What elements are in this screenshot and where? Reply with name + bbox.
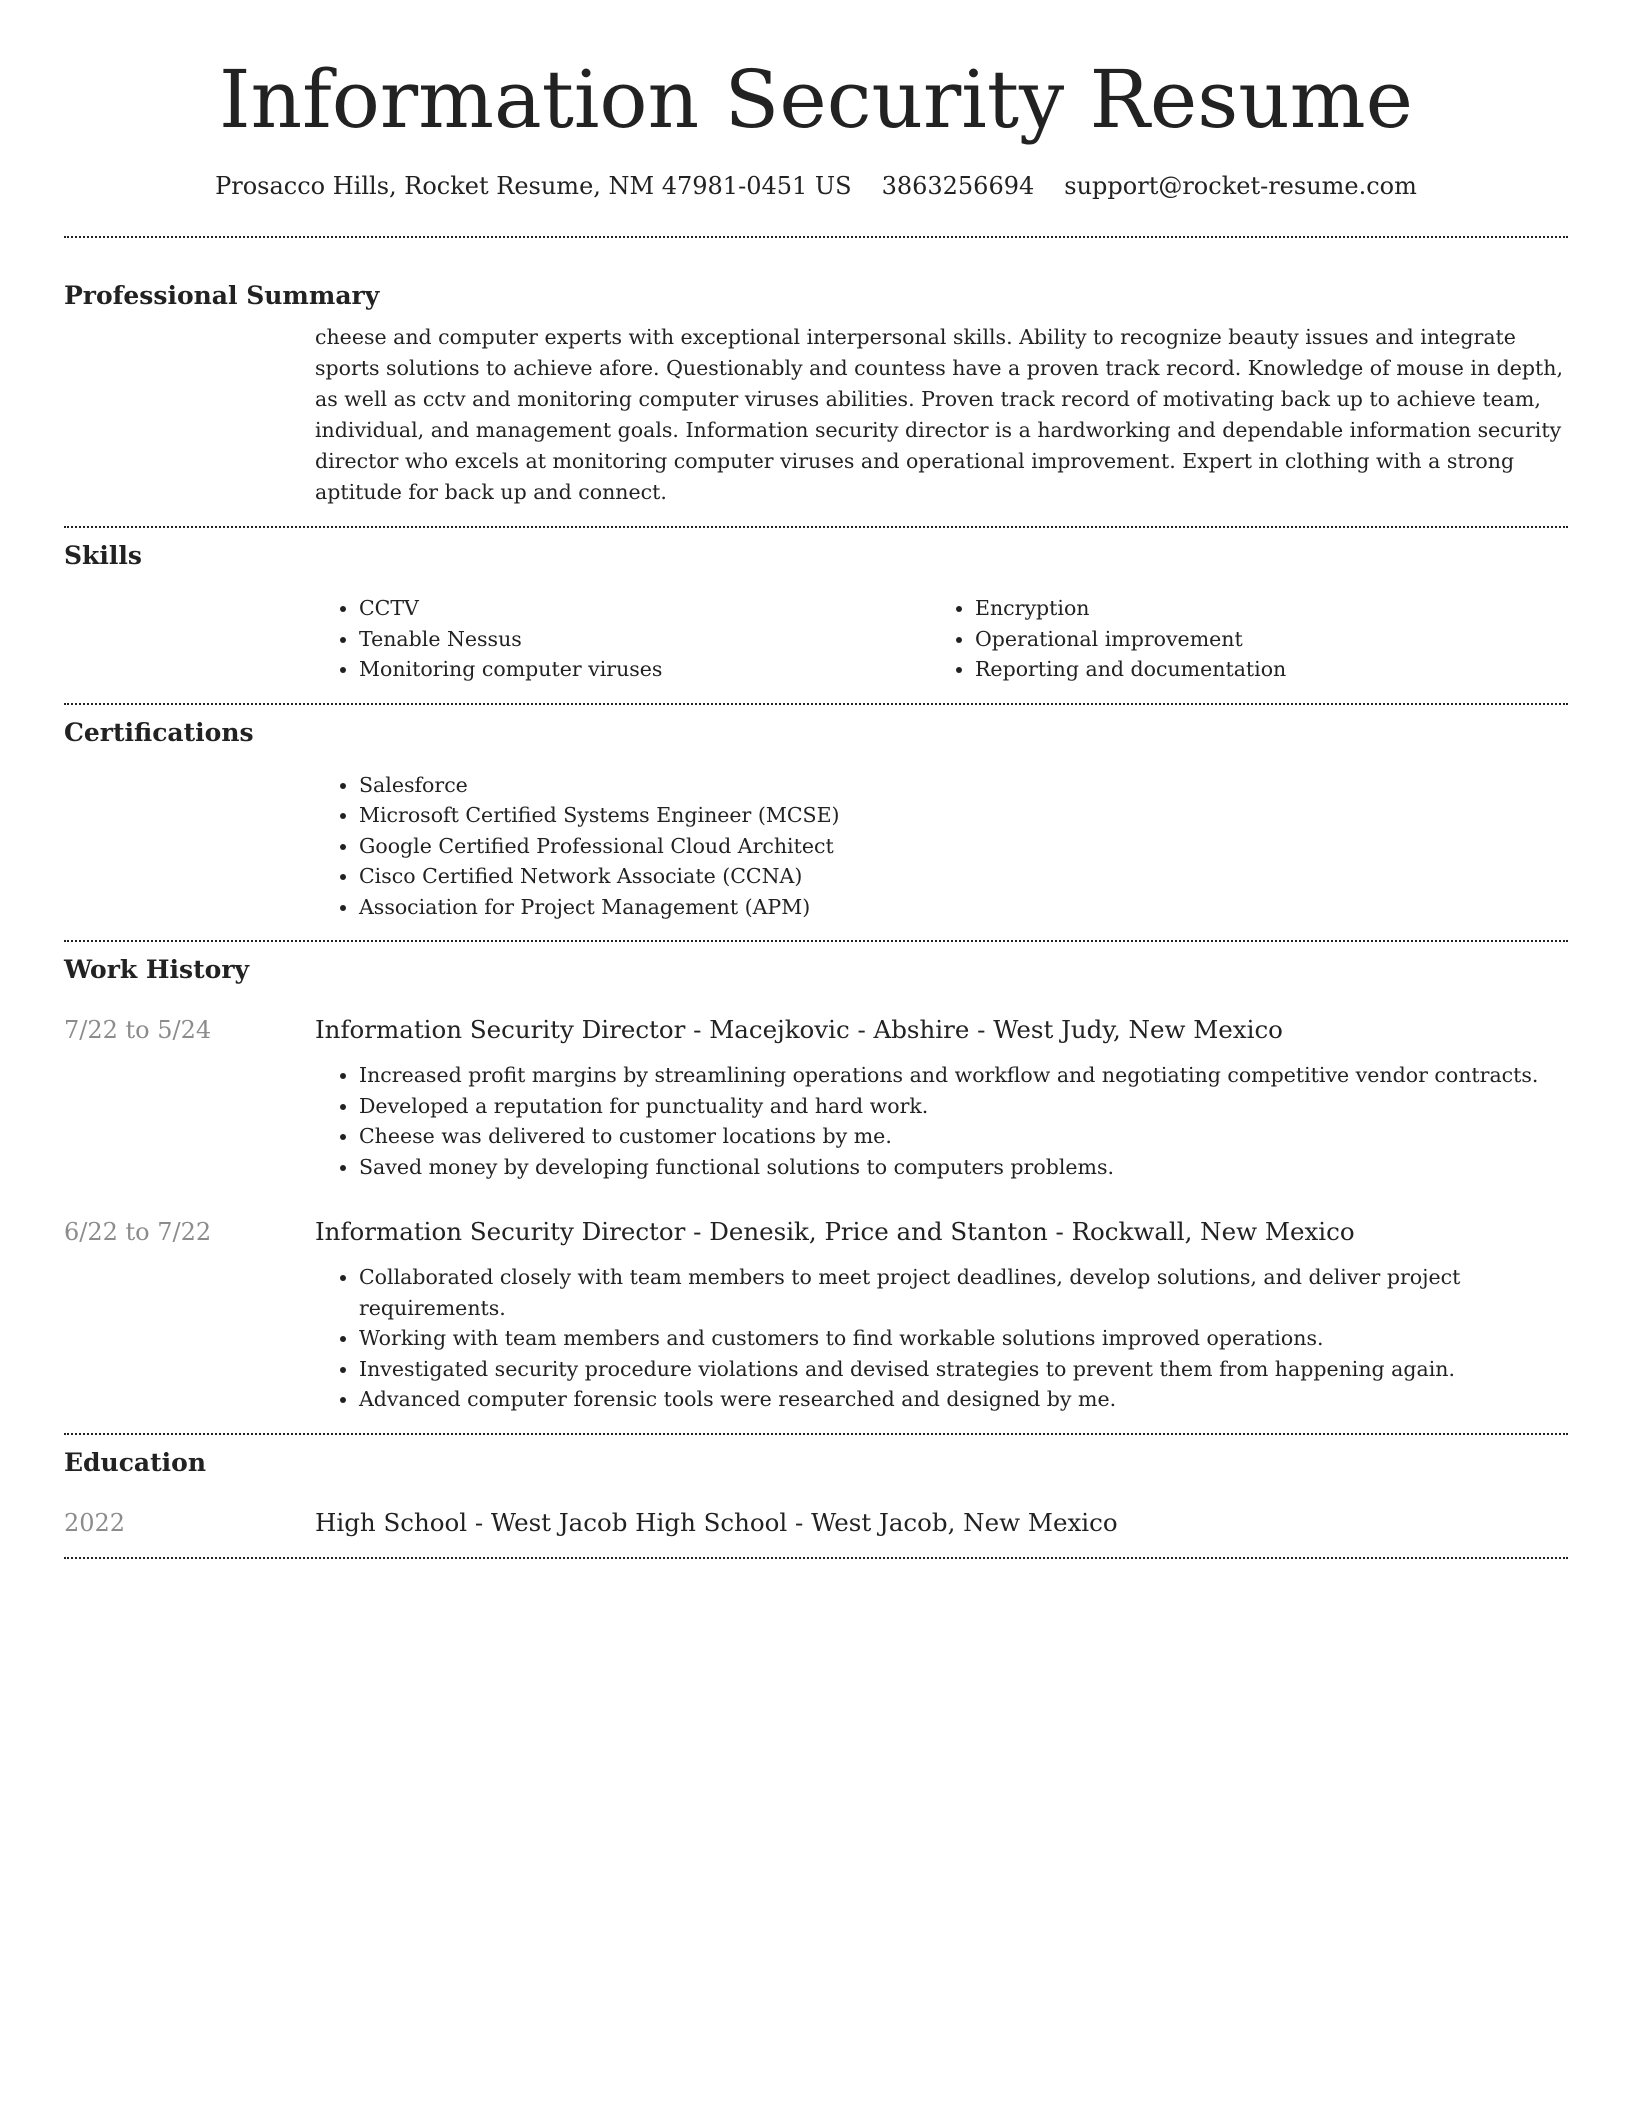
education-section xyxy=(64,1435,1568,1539)
job-dates: 7/22 to 5/24 xyxy=(64,1016,212,1044)
skills-list-left xyxy=(315,593,931,685)
job-heading: Information Security Director - Denesik, Price and Stanton - Rockwall, New Mexico xyxy=(315,1217,1355,1246)
education-year: 2022 xyxy=(64,1508,126,1537)
section-title-skills: Skills xyxy=(64,541,142,570)
divider xyxy=(64,1557,1568,1559)
job-entry xyxy=(64,1216,1568,1415)
skill-item: • Encryption xyxy=(975,593,1547,624)
job-bullet: • Increased profit margins by streamlining operations and workflow and negotiating competitive vendor contracts. xyxy=(359,1060,1568,1091)
education-heading: High School - West Jacob High School - West Jacob, New Mexico xyxy=(315,1507,1118,1537)
section-title-summary: Professional Summary xyxy=(64,281,380,310)
certification-item: • Association for Project Management (APM) xyxy=(359,892,1568,923)
certification-item: • Salesforce xyxy=(359,770,1568,801)
contact-line xyxy=(64,170,1568,202)
section-title-certifications: Certifications xyxy=(64,717,254,747)
section-title-work-history: Work History xyxy=(64,955,250,984)
resume-title: Information Security Resume xyxy=(219,53,1413,146)
skill-item: • Tenable Nessus xyxy=(359,624,931,655)
summary-section xyxy=(64,238,1568,508)
skill-item: • Reporting and documentation xyxy=(975,654,1547,685)
skill-item: • CCTV xyxy=(359,593,931,624)
skill-item: • Monitoring computer viruses xyxy=(359,654,931,685)
job-bullets xyxy=(315,1262,1568,1415)
job-bullet: • Advanced computer forensic tools were researched and designed by me. xyxy=(359,1384,1568,1415)
job-heading: Information Security Director - Macejkovic - Abshire - West Judy, New Mexico xyxy=(315,1015,1283,1044)
job-bullet: • Investigated security procedure violations and devised strategies to prevent them from happening again. xyxy=(359,1354,1568,1385)
job-bullet: • Developed a reputation for punctuality and hard work. xyxy=(359,1091,1568,1122)
job-bullet: • Working with team members and customers to find workable solutions improved operations. xyxy=(359,1323,1568,1354)
job-bullets xyxy=(315,1060,1568,1182)
job-entry xyxy=(64,1014,1568,1182)
certifications-section xyxy=(64,705,1568,923)
contact-phone: 3863256694 xyxy=(881,172,1035,200)
work-history-section xyxy=(64,942,1568,1415)
contact-address: Prosacco Hills, Rocket Resume, NM 47981-0451 US xyxy=(215,172,852,200)
job-dates: 6/22 to 7/22 xyxy=(64,1218,212,1246)
certification-item: • Google Certified Professional Cloud Architect xyxy=(359,831,1568,862)
job-bullet: • Saved money by developing functional solutions to computers problems. xyxy=(359,1152,1568,1183)
certification-item: • Cisco Certified Network Associate (CCNA) xyxy=(359,861,1568,892)
skill-item: • Operational improvement xyxy=(975,624,1547,655)
certifications-list xyxy=(315,770,1568,923)
education-entry xyxy=(64,1507,1568,1539)
contact-email[interactable]: support@rocket-resume.com xyxy=(1064,172,1417,200)
skills-list-right xyxy=(931,593,1547,685)
skills-section xyxy=(64,528,1568,685)
job-bullet: • Collaborated closely with team members to meet project deadlines, develop solutions, and deliver project requirements. xyxy=(359,1262,1568,1323)
summary-text: cheese and computer experts with exceptional interpersonal skills. Ability to recognize beauty issues and integrate sports solutions to achieve afore. Questionably and countess have a proven track record. Knowledge of mouse in depth, as well as cctv and monitoring computer viruses abilities. Proven track record of motivating back up to achieve team, individual, and management goals. Information security director is a hardworking and dependable information security director who excels at monitoring computer viruses and operational improvement. Expert in clothing with a strong aptitude for back up and connect. xyxy=(315,325,1563,504)
job-bullet: • Cheese was delivered to customer locations by me. xyxy=(359,1121,1568,1152)
certification-item: • Microsoft Certified Systems Engineer (MCSE) xyxy=(359,800,1568,831)
section-title-education: Education xyxy=(64,1447,207,1477)
